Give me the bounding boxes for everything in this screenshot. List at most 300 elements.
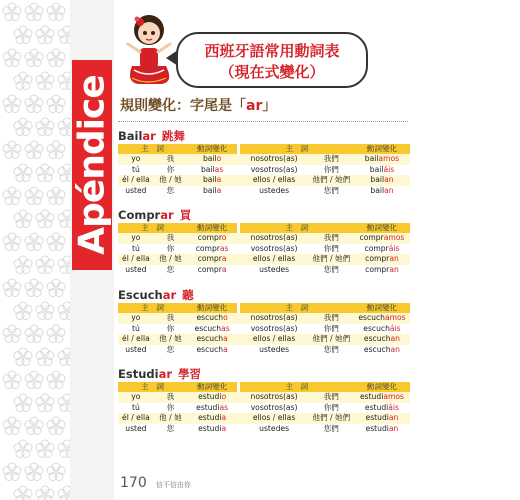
pronoun-es: usted xyxy=(118,186,154,197)
appendix-tab xyxy=(72,60,112,270)
flower-pattern-icon xyxy=(47,141,65,159)
flower-pattern-icon xyxy=(47,3,65,21)
pronoun-zh: 您 xyxy=(154,345,187,356)
form-ending: o xyxy=(221,392,227,401)
form-ending: áis xyxy=(389,323,401,333)
table-row xyxy=(118,413,410,424)
form-ending: an xyxy=(384,185,394,195)
form-stem: escuch xyxy=(358,313,385,322)
pronoun-es: yo xyxy=(118,313,154,324)
verb-ending: ar xyxy=(142,129,156,143)
flower-pattern-icon xyxy=(36,486,54,500)
flower-pattern-icon xyxy=(14,486,32,500)
flower-pattern-icon xyxy=(58,210,70,228)
form-stem: bail xyxy=(202,175,217,184)
form-ending: áis xyxy=(388,402,400,412)
verb-section xyxy=(118,207,410,275)
pronoun-es: ellos / ellas xyxy=(240,413,309,424)
header-subject: 主 詞 xyxy=(118,303,187,313)
pronoun-zh: 他 / 她 xyxy=(154,413,187,424)
flower-pattern-icon xyxy=(25,325,43,343)
verb-section xyxy=(118,287,410,355)
pronoun-zh: 你們 xyxy=(309,403,354,414)
flower-pattern-icon xyxy=(25,279,43,297)
flower-pattern-icon xyxy=(3,325,21,343)
conjugated-form xyxy=(187,186,237,197)
verb-title xyxy=(118,287,410,303)
form-ending: amos xyxy=(378,154,400,163)
pronoun-es: usted xyxy=(118,345,154,356)
header-subject: 主 詞 xyxy=(118,382,187,392)
form-ending: a xyxy=(223,334,228,343)
flower-pattern-icon xyxy=(14,164,32,182)
verb-meaning: 跳舞 xyxy=(161,129,185,143)
pronoun-es: él / ella xyxy=(118,334,154,345)
pronoun-es: ellos / ellas xyxy=(240,254,309,265)
pronoun-zh: 他 / 她 xyxy=(154,334,187,345)
pronoun-es: tú xyxy=(118,165,154,176)
table-header-row xyxy=(118,382,410,392)
verb-stem: Estudi xyxy=(118,367,159,381)
flower-pattern-icon xyxy=(36,72,54,90)
verb-ending: ar xyxy=(158,367,172,381)
header-conjugation: 動詞變化 xyxy=(187,303,237,313)
table-row xyxy=(118,186,410,197)
flower-pattern-icon xyxy=(47,187,65,205)
pronoun-zh: 他 / 她 xyxy=(154,254,187,265)
verb-stem: Compr xyxy=(118,208,161,222)
header-conjugation: 動詞變化 xyxy=(354,223,410,233)
form-stem: bail xyxy=(364,154,379,163)
flower-pattern-icon xyxy=(58,118,70,136)
flower-pattern-icon xyxy=(47,279,65,297)
flower-pattern-icon xyxy=(47,417,65,435)
pronoun-es: usted xyxy=(118,265,154,276)
form-ending: a xyxy=(221,264,227,274)
verb-meaning: 聽 xyxy=(182,288,194,302)
form-ending: áis xyxy=(388,243,400,253)
flower-pattern-icon xyxy=(14,26,32,44)
table-row xyxy=(118,345,410,356)
form-stem: compr xyxy=(197,233,222,242)
form-ending: as xyxy=(219,402,229,412)
header-subject: 主 詞 xyxy=(240,303,354,313)
form-stem: estudi xyxy=(359,392,384,401)
header-subject: 主 詞 xyxy=(118,144,187,154)
table-row xyxy=(118,334,410,345)
form-stem: estudi xyxy=(364,402,389,412)
form-stem: escuch xyxy=(363,334,391,343)
flower-pattern-icon xyxy=(14,348,32,366)
pronoun-es: ellos / ellas xyxy=(240,175,309,186)
form-ending: an xyxy=(389,264,399,274)
table-row xyxy=(118,424,410,435)
conjugated-form xyxy=(354,324,410,335)
table-row xyxy=(118,154,410,165)
header-conjugation: 動詞變化 xyxy=(187,382,237,392)
pronoun-es: vosotros(as) xyxy=(240,244,309,255)
form-stem: compr xyxy=(195,243,220,253)
conjugated-form xyxy=(187,244,237,255)
flower-pattern-icon xyxy=(58,348,70,366)
form-stem: bail xyxy=(200,164,215,174)
flower-pattern-icon xyxy=(36,394,54,412)
pronoun-es: yo xyxy=(118,233,154,244)
pronoun-zh: 你 xyxy=(154,244,187,255)
title-bubble xyxy=(176,32,368,88)
pronoun-es: ustedes xyxy=(240,265,309,276)
pronoun-zh: 你們 xyxy=(309,324,354,335)
flower-pattern-icon xyxy=(25,187,43,205)
form-ending: o xyxy=(221,233,227,242)
pronoun-zh: 我們 xyxy=(309,313,354,324)
pronoun-zh: 他們 / 她們 xyxy=(309,254,354,265)
table-row xyxy=(118,313,410,324)
flower-pattern-icon xyxy=(14,394,32,412)
pronoun-es: él / ella xyxy=(118,413,154,424)
section-heading-suffix: 」 xyxy=(262,98,277,114)
form-ending: a xyxy=(223,344,228,354)
flower-pattern-icon xyxy=(25,3,43,21)
form-stem: estudi xyxy=(198,423,222,433)
pronoun-es: nosotros(as) xyxy=(240,313,309,324)
table-row xyxy=(118,254,410,265)
form-stem: bail xyxy=(370,175,385,184)
header-subject: 主 詞 xyxy=(240,144,354,154)
table-row xyxy=(118,165,410,176)
conjugated-form xyxy=(354,186,410,197)
pronoun-es: él / ella xyxy=(118,175,154,186)
conjugated-form xyxy=(187,324,237,335)
pronoun-zh: 我 xyxy=(154,233,187,244)
form-ending: o xyxy=(216,154,222,163)
form-stem: compr xyxy=(197,254,222,263)
verb-ending: ar xyxy=(160,208,174,222)
form-stem: compr xyxy=(364,243,389,253)
conjugated-form xyxy=(187,345,237,356)
flower-pattern-icon xyxy=(47,325,65,343)
verb-section xyxy=(118,366,410,434)
flower-pattern-icon xyxy=(25,371,43,389)
flower-pattern-icon xyxy=(47,233,65,251)
form-stem: compr xyxy=(197,264,222,274)
verb-title xyxy=(118,366,410,382)
conjugated-form xyxy=(354,313,410,324)
conjugated-form xyxy=(354,413,410,424)
flower-pattern-icon xyxy=(3,95,21,113)
conjugation-table xyxy=(118,144,410,196)
conjugated-form xyxy=(354,403,410,414)
flower-pattern xyxy=(0,0,70,500)
flower-pattern-icon xyxy=(47,371,65,389)
pronoun-zh: 我 xyxy=(154,392,187,403)
verb-stem: Escuch xyxy=(118,288,163,302)
form-ending: as xyxy=(219,243,229,253)
page-footer xyxy=(120,472,191,491)
header-conjugation: 動詞變化 xyxy=(354,144,410,154)
flower-pattern-icon xyxy=(14,256,32,274)
page-number: 170 xyxy=(120,475,147,491)
pronoun-es: él / ella xyxy=(118,254,154,265)
table-row xyxy=(118,392,410,403)
pronoun-es: usted xyxy=(118,424,154,435)
pronoun-es: nosotros(as) xyxy=(240,392,309,403)
pronoun-es: vosotros(as) xyxy=(240,403,309,414)
book-title: 信不信由你 xyxy=(155,481,191,489)
form-stem: estudi xyxy=(365,413,389,422)
form-stem: compr xyxy=(365,264,390,274)
flower-pattern-icon xyxy=(3,49,21,67)
pronoun-zh: 您們 xyxy=(309,186,354,197)
flower-pattern-icon xyxy=(3,187,21,205)
flower-pattern-icon xyxy=(25,417,43,435)
pronoun-zh: 你 xyxy=(154,324,187,335)
flower-pattern-icon xyxy=(25,95,43,113)
flower-pattern-icon xyxy=(25,141,43,159)
flower-pattern-icon xyxy=(36,440,54,458)
flower-pattern-icon xyxy=(25,463,43,481)
form-stem: compr xyxy=(365,254,390,263)
pronoun-es: ustedes xyxy=(240,186,309,197)
flower-pattern-icon xyxy=(14,302,32,320)
pronoun-zh: 您 xyxy=(154,186,187,197)
flower-pattern-icon xyxy=(3,279,21,297)
header-subject: 主 詞 xyxy=(118,223,187,233)
header-conjugation: 動詞變化 xyxy=(354,303,410,313)
flower-pattern-icon xyxy=(3,463,21,481)
flower-pattern-icon xyxy=(58,394,70,412)
conjugated-form xyxy=(187,392,237,403)
flower-pattern-icon xyxy=(25,233,43,251)
form-stem: escuch xyxy=(196,334,224,343)
form-ending: an xyxy=(388,423,399,433)
flower-pattern-icon xyxy=(3,233,21,251)
conjugated-form xyxy=(354,165,410,176)
form-stem: estudi xyxy=(198,413,222,422)
form-ending: as xyxy=(214,164,224,174)
conjugation-table xyxy=(118,382,410,434)
flower-pattern-icon xyxy=(14,118,32,136)
pronoun-zh: 他們 / 她們 xyxy=(309,413,354,424)
table-row xyxy=(118,324,410,335)
verb-stem: Bail xyxy=(118,129,143,143)
conjugated-form xyxy=(187,154,237,165)
pronoun-zh: 您 xyxy=(154,424,187,435)
form-stem: bail xyxy=(369,164,384,174)
pronoun-zh: 我們 xyxy=(309,233,354,244)
pronoun-es: vosotros(as) xyxy=(240,324,309,335)
form-stem: bail xyxy=(202,185,217,195)
form-ending: an xyxy=(388,413,399,422)
form-stem: estudi xyxy=(196,402,220,412)
flower-pattern-icon xyxy=(36,210,54,228)
pronoun-zh: 您 xyxy=(154,265,187,276)
conjugation-table xyxy=(118,303,410,355)
pronoun-zh: 他 / 她 xyxy=(154,175,187,186)
form-ending: a xyxy=(216,185,222,195)
pronoun-es: ellos / ellas xyxy=(240,334,309,345)
section-heading-prefix: 規則變化：字尾是「 xyxy=(120,98,246,114)
flower-pattern-icon xyxy=(58,256,70,274)
flower-pattern-icon xyxy=(36,164,54,182)
flower-pattern-icon xyxy=(14,72,32,90)
header-conjugation: 動詞變化 xyxy=(187,223,237,233)
verb-title xyxy=(118,128,410,144)
conjugated-form xyxy=(187,175,237,186)
flower-pattern-icon xyxy=(3,141,21,159)
form-ending: áis xyxy=(383,164,395,174)
table-row xyxy=(118,265,410,276)
conjugated-form xyxy=(354,345,410,356)
conjugated-form xyxy=(354,233,410,244)
verb-title xyxy=(118,207,410,223)
flower-pattern-icon xyxy=(47,49,65,67)
conjugated-form xyxy=(354,175,410,186)
flower-pattern-icon xyxy=(36,26,54,44)
flamenco-girl-mascot xyxy=(118,8,180,86)
section-heading-ending: ar xyxy=(246,98,263,114)
divider xyxy=(118,121,408,122)
pronoun-zh: 他們 / 她們 xyxy=(309,334,354,345)
form-ending: amos xyxy=(383,233,405,242)
conjugated-form xyxy=(187,413,237,424)
flower-pattern-icon xyxy=(58,26,70,44)
form-ending: an xyxy=(390,334,400,343)
form-ending: a xyxy=(221,254,227,263)
form-stem: escuch xyxy=(194,323,222,333)
conjugated-form xyxy=(187,424,237,435)
conjugated-form xyxy=(187,313,237,324)
flower-pattern-icon xyxy=(14,210,32,228)
flower-pattern-icon xyxy=(58,440,70,458)
conjugated-form xyxy=(187,233,237,244)
table-row xyxy=(118,233,410,244)
flower-pattern-icon xyxy=(3,371,21,389)
form-stem: escuch xyxy=(363,323,390,333)
pronoun-zh: 我們 xyxy=(309,392,354,403)
bubble-pointer xyxy=(166,50,178,66)
form-stem: bail xyxy=(202,154,217,163)
flower-pattern-icon xyxy=(36,118,54,136)
conjugated-form xyxy=(187,265,237,276)
verb-section xyxy=(118,128,410,196)
pronoun-zh: 你們 xyxy=(309,244,354,255)
pronoun-zh: 你們 xyxy=(309,165,354,176)
conjugated-form xyxy=(187,165,237,176)
verb-ending: ar xyxy=(162,288,177,302)
flower-pattern-icon xyxy=(58,302,70,320)
table-row xyxy=(118,244,410,255)
flower-pattern-icon xyxy=(3,3,21,21)
pronoun-zh: 你 xyxy=(154,165,187,176)
conjugation-table xyxy=(118,223,410,275)
pronoun-es: vosotros(as) xyxy=(240,165,309,176)
pronoun-es: tú xyxy=(118,324,154,335)
flower-pattern-icon xyxy=(58,164,70,182)
header-conjugation: 動詞變化 xyxy=(187,144,237,154)
page-subtitle-tense: （現在式變化） xyxy=(219,63,325,81)
form-stem: estudi xyxy=(198,392,222,401)
form-ending: amos xyxy=(384,313,406,322)
form-stem: estudi xyxy=(365,423,389,433)
form-stem: escuch xyxy=(363,344,391,354)
pronoun-es: nosotros(as) xyxy=(240,233,309,244)
flower-pattern-icon xyxy=(47,95,65,113)
conjugated-form xyxy=(187,403,237,414)
header-subject: 主 詞 xyxy=(240,223,354,233)
form-ending: a xyxy=(221,413,227,422)
pronoun-es: ustedes xyxy=(240,345,309,356)
table-header-row xyxy=(118,303,410,313)
conjugated-form xyxy=(354,254,410,265)
conjugated-form xyxy=(354,244,410,255)
pronoun-es: yo xyxy=(118,392,154,403)
verb-meaning: 學習 xyxy=(178,367,202,381)
flower-pattern-icon xyxy=(36,302,54,320)
flower-pattern-icon xyxy=(58,72,70,90)
form-ending: a xyxy=(221,423,227,433)
flower-pattern-icon xyxy=(58,486,70,500)
conjugated-form xyxy=(187,334,237,345)
conjugated-form xyxy=(354,265,410,276)
form-ending: an xyxy=(384,175,394,184)
form-ending: as xyxy=(221,323,230,333)
pronoun-es: ustedes xyxy=(240,424,309,435)
pronoun-zh: 您們 xyxy=(309,345,354,356)
pronoun-zh: 我們 xyxy=(309,154,354,165)
pronoun-zh: 您們 xyxy=(309,265,354,276)
table-row xyxy=(118,403,410,414)
pronoun-zh: 他們 / 她們 xyxy=(309,175,354,186)
pronoun-zh: 你 xyxy=(154,403,187,414)
conjugated-form xyxy=(354,334,410,345)
form-stem: compr xyxy=(359,233,384,242)
page-title: 西班牙語常用動詞表 xyxy=(204,42,340,60)
section-heading xyxy=(120,95,276,115)
verb-meaning: 買 xyxy=(179,208,192,222)
form-ending: o xyxy=(223,313,228,322)
form-ending: an xyxy=(390,344,400,354)
pronoun-es: nosotros(as) xyxy=(240,154,309,165)
table-row xyxy=(118,175,410,186)
appendix-title: Apéndice xyxy=(71,75,113,255)
table-header-row xyxy=(118,144,410,154)
conjugated-form xyxy=(354,392,410,403)
flower-pattern-icon xyxy=(25,49,43,67)
conjugated-form xyxy=(354,424,410,435)
flower-pattern-icon xyxy=(36,348,54,366)
form-stem: bail xyxy=(370,185,385,195)
pronoun-es: yo xyxy=(118,154,154,165)
form-ending: amos xyxy=(383,392,404,401)
pronoun-es: tú xyxy=(118,244,154,255)
conjugated-form xyxy=(187,254,237,265)
table-header-row xyxy=(118,223,410,233)
flower-pattern-icon xyxy=(36,256,54,274)
pronoun-zh: 我 xyxy=(154,154,187,165)
pronoun-zh: 您們 xyxy=(309,424,354,435)
pronoun-es: tú xyxy=(118,403,154,414)
flower-pattern-icon xyxy=(47,463,65,481)
form-ending: an xyxy=(389,254,399,263)
conjugated-form xyxy=(354,154,410,165)
flower-pattern-icon xyxy=(14,440,32,458)
form-ending: a xyxy=(216,175,222,184)
header-conjugation: 動詞變化 xyxy=(354,382,410,392)
form-stem: escuch xyxy=(196,313,224,322)
flower-pattern-icon xyxy=(3,417,21,435)
pronoun-zh: 我 xyxy=(154,313,187,324)
